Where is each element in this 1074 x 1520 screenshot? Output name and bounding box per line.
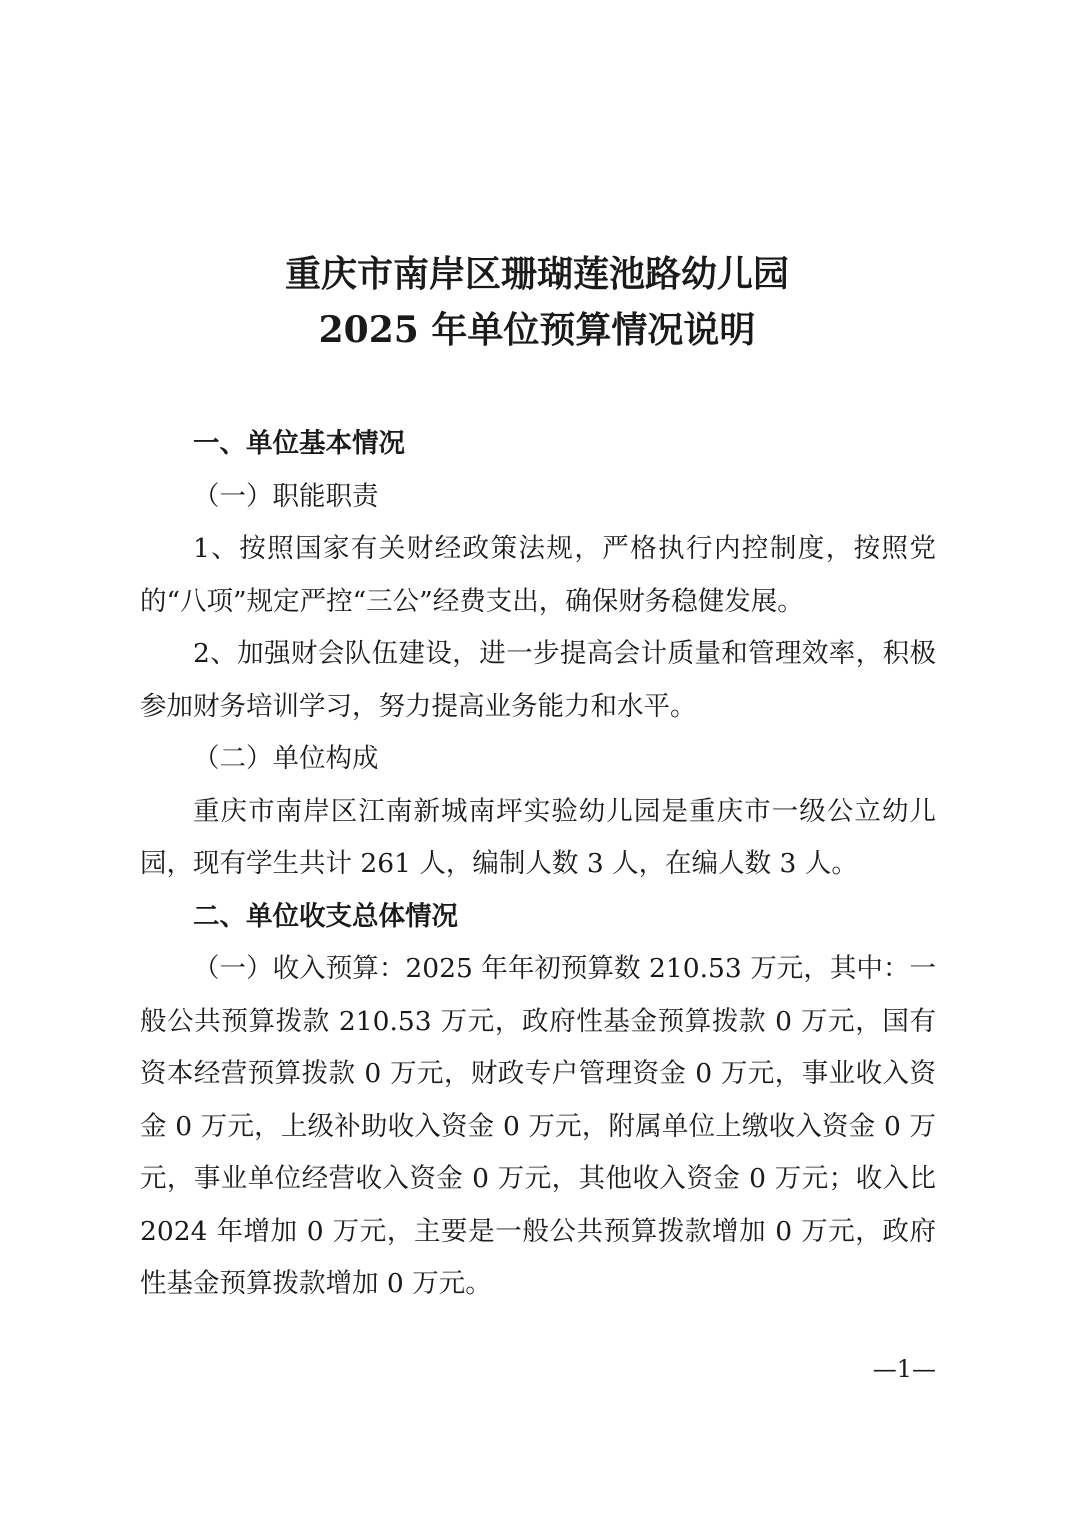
- document-title-line1: 重庆市南岸区珊瑚莲池路幼儿园: [284, 253, 789, 295]
- section1-sub2-text: 重庆市南岸区江南新城南坪实验幼儿园是重庆市一级公立幼儿园，现有学生共计 261 人，编制人数 3 人，在编人数 3 人。: [140, 795, 936, 879]
- document-body: [140, 418, 936, 1311]
- section1-heading: 一、单位基本情况: [193, 428, 405, 459]
- section1-sub2-heading: （二）单位构成: [193, 743, 379, 774]
- section1-sub1-heading: （一）职能职责: [193, 480, 379, 512]
- section2-sub1-text: （一）收入预算：2025 年年初预算数 210.53 万元，其中：一般公共预算拨款 210.53 万元，政府性基金预算拨款 0 万元，国有资本经营预算拨款 0 万元，财政专户管理资金 0 万元，事业收入资金 0 万元，上级补助收入资金 0 万元，附属单位上缴收入资金 0 万元，事业单位经营收入资金 0 万元，其他收入资金 0 万元；收入比 2024 年增加 0 万元，主要是一般公共预算拨款增加 0 万元，政府性基金预算拨款增加 0 万元。: [140, 953, 936, 1299]
- page-number: —1—: [872, 1355, 936, 1383]
- section2-heading: 二、单位收支总体情况: [193, 900, 458, 932]
- section1-item1: 1、按照国家有关财经政策法规，严格执行内控制度，按照党的“八项”规定严控“三公”经费支出，确保财务稳健发展。: [140, 533, 936, 617]
- section1-item2: 2、加强财会队伍建设，进一步提高会计质量和管理效率，积极参加财务培训学习，努力提高业务能力和水平。: [140, 638, 936, 722]
- document-title-line2: 2025 年单位预算情况说明: [318, 309, 756, 351]
